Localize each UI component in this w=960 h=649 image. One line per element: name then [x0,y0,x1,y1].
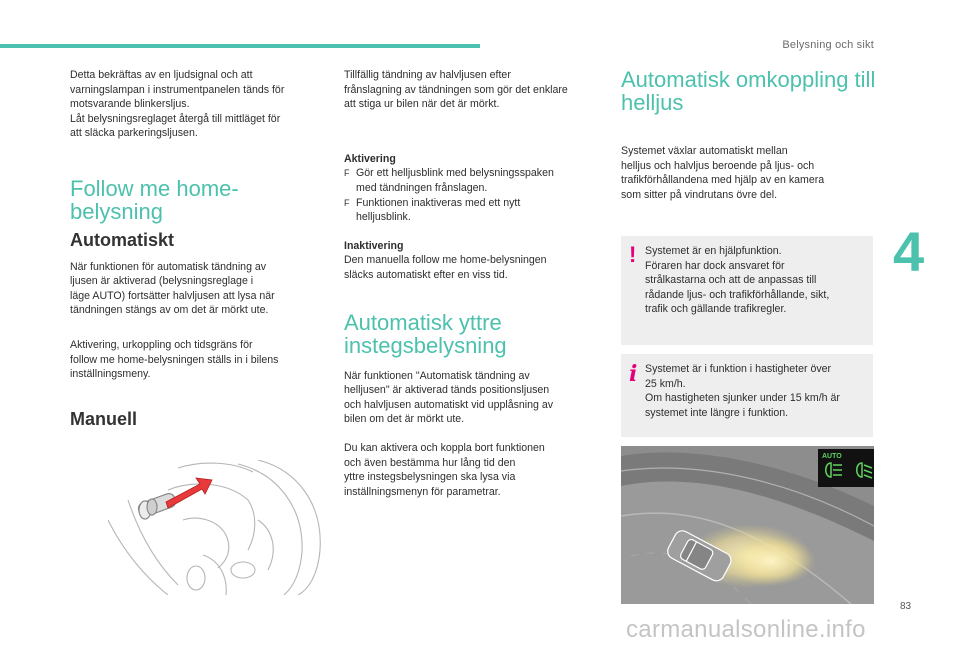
text-line: Detta bekräftas av en ljudsignal och att [70,69,253,81]
temporary-lighting-paragraph [344,68,606,112]
text-line: inställningsmenyn för parametrar. [344,485,501,498]
manual-heading: Manuell [70,408,138,429]
configuration-paragraph [344,441,606,499]
title-line: Automatisk omkoppling till [621,67,876,92]
text-line: frånslagning av tändningen som gör det enklare [344,83,568,96]
text-line: Du kan aktivera och koppla bort funktionen [344,441,545,454]
text-line: Låt belysningsreglaget återgå till mittläget för [70,112,281,125]
text-line: tändningen stängs av om det är mörkt ute. [70,304,269,317]
info-text [645,362,867,420]
text-line: yttre instegsbelysningen ska lysa via [344,471,516,484]
text-line: trafik och gällande trafikregler. [645,303,787,316]
text-line: När funktionen för automatisk tändning av [70,260,267,273]
text-line: Gör ett helljusblink med belysningsspaken [356,167,554,180]
follow-me-home-title [70,177,320,223]
text-line: Aktivering, urkoppling och tidsgräns för [70,338,253,351]
text-line: inställningsmeny. [70,368,151,381]
text-line: 25 km/h. [645,377,686,390]
text-line: rådande ljus- och trafikförhållande, sikt, [645,288,830,301]
text-line: När funktionen "Automatisk tändning av [344,369,530,382]
text-line: systemet inte längre i funktion. [645,406,789,419]
exterior-lighting-title [344,311,606,357]
light-stalk-illustration [108,460,328,595]
text-line: strålkastarna och att de anpassas till [645,274,817,287]
text-line: motsvarande blinkersljus. [70,98,190,111]
text-line: och halvljusen automatiskt vid upplåsning av [344,398,554,411]
text-line: bilen om det är mörkt ute. [344,413,465,426]
page-header-title: Belysning och sikt [782,39,874,51]
text-line: och även bestämma hur lång tid den [344,456,516,469]
bullet-marker: F [344,168,350,179]
high-beam-switching-title [621,68,876,114]
text-line: helljus och halvljus beroende på ljus- och [621,159,815,172]
activation-label: Aktivering [344,152,396,165]
bullet-marker: F [344,197,350,208]
auto-high-beam-illustration [621,446,874,604]
header-accent-bar [0,44,480,48]
text-line: att släcka parkeringsljusen. [70,127,198,140]
title-line: belysning [70,198,163,224]
text-line: släcks automatiskt efter en viss tid. [344,268,508,281]
info-icon: i [629,361,638,387]
chapter-number: 4 [893,220,925,283]
title-line: helljus [621,90,684,115]
automatic-heading: Automatiskt [70,229,175,250]
auto-indicator-label: AUTO [822,453,842,460]
text-line: Den manuella follow me home-belysningen [344,254,547,267]
title-line: Follow me home- [70,175,239,201]
column-3 [621,68,876,202]
title-line: Automatisk yttre [344,309,502,335]
deactivation-paragraph [344,253,606,282]
exterior-lighting-paragraph [344,369,606,427]
text-line: Funktionen inaktiveras med ett nytt [356,196,521,209]
activation-step [344,166,606,195]
title-line: instegsbelysning [344,332,507,358]
text-line: Systemet är i funktion i hastigheter över [645,363,832,375]
text-line: Systemet är en hjälpfunktion. [645,245,782,257]
text-line: varningslampan i instrumentpanelen tänds för [70,83,285,96]
text-line: Om hastigheten sjunker under 15 km/h är [645,392,840,405]
text-line: som sitter på vindrutans övre del. [621,188,778,201]
text-line: Systemet växlar automatiskt mellan [621,145,788,157]
text-line: trafikförhållandena med hjälp av en kamera [621,174,825,187]
activation-settings-paragraph [70,338,320,382]
warning-icon: ! [629,242,637,267]
text-line: Föraren har dock ansvaret för [645,259,785,272]
page-number: 83 [900,601,912,612]
activation-step [344,196,606,225]
text-line: läge AUTO) fortsätter halvljusen att lysa när [70,289,275,302]
text-line: helljusblink. [356,211,411,224]
warning-text [645,244,867,317]
intro-paragraph [70,68,320,141]
system-description-paragraph [621,144,876,202]
text-line: helljusen" är aktiverad tänds positionsljusen [344,384,550,397]
text-line: med tändningen frånslagen. [356,181,488,194]
warning-box [621,236,873,345]
watermark: carmanualsonline.info [626,616,866,643]
text-line: Tillfällig tändning av halvljusen efter [344,69,511,81]
text-line: att stiga ur bilen när det är mörkt. [344,98,500,111]
deactivation-label: Inaktivering [344,239,404,252]
column-2 [344,68,606,499]
column-1 [70,68,320,429]
automatic-paragraph [70,260,320,318]
text-line: follow me home-belysningen ställs in i bilens [70,353,279,366]
text-line: ljusen är aktiverad (belysningsreglage i [70,275,254,288]
info-box [621,354,873,437]
